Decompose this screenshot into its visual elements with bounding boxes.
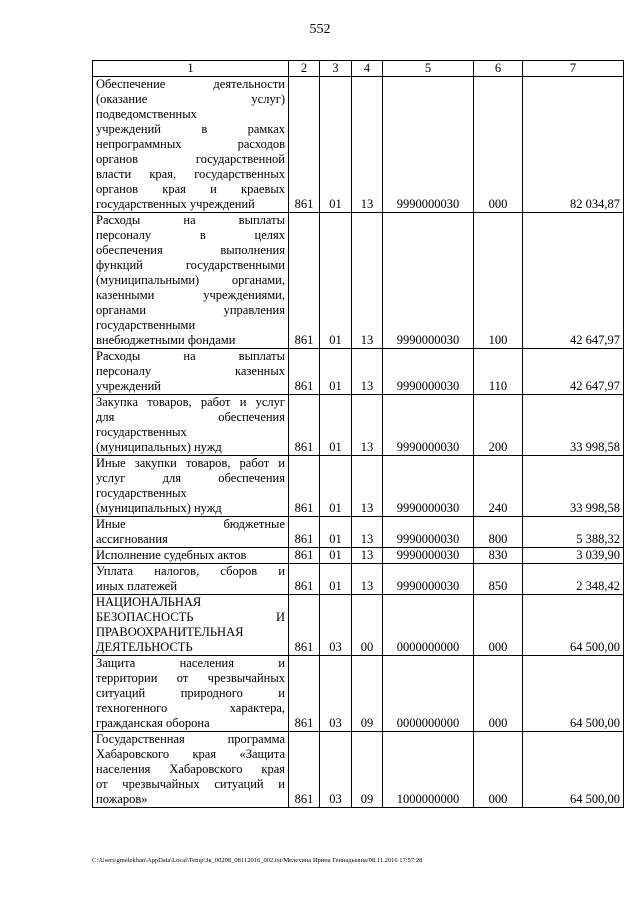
target-article-cell: 1000000000 [383, 732, 474, 808]
admin-code-cell: 861 [289, 517, 320, 548]
expense-name-line: Расходы на выплаты [96, 213, 285, 227]
expense-name-line: ПРАВООХРАНИТЕЛЬНАЯ [96, 625, 244, 639]
expense-name-line: казенными учреждениями, [96, 288, 285, 302]
budget-table [92, 60, 624, 808]
section-code-cell: 01 [320, 395, 352, 456]
expense-name-line: функций государственными [96, 258, 285, 272]
expense-name-line: НАЦИОНАЛЬНАЯ [96, 595, 202, 609]
target-article-cell: 9990000030 [383, 77, 474, 213]
table-header-row [93, 61, 624, 77]
expense-name-line: Уплата налогов, сборов и [96, 564, 285, 578]
section-code-cell: 03 [320, 656, 352, 732]
expense-name-line: БЕЗОПАСНОСТЬ И [96, 610, 285, 624]
expense-name-cell [93, 656, 289, 732]
expense-type-cell: 000 [474, 77, 523, 213]
admin-code-cell: 861 [289, 213, 320, 349]
expense-name-line: государственных [96, 486, 187, 500]
subsection-code-cell: 13 [352, 77, 383, 213]
target-article-cell: 0000000000 [383, 656, 474, 732]
expense-name-line: Иные закупки товаров, работ и [96, 456, 285, 470]
subsection-code-cell: 13 [352, 564, 383, 595]
target-article-cell: 0000000000 [383, 595, 474, 656]
expense-name-line: (оказание услуг) [96, 92, 285, 106]
expense-name-line: государственными [96, 318, 196, 332]
admin-code-cell: 861 [289, 656, 320, 732]
expense-name-cell [93, 349, 289, 395]
expense-name-cell [93, 595, 289, 656]
expense-name-cell [93, 77, 289, 213]
column-header: 4 [352, 61, 383, 77]
expense-name-line: учреждений [96, 379, 161, 393]
column-header: 2 [289, 61, 320, 77]
section-code-cell: 01 [320, 213, 352, 349]
table-row [93, 213, 624, 349]
expense-name-line: органов края и краевых [96, 182, 285, 196]
amount-cell: 2 348,42 [523, 564, 624, 595]
admin-code-cell: 861 [289, 564, 320, 595]
expense-name-line: ситуаций природного и [96, 686, 285, 700]
expense-name-line: услуг для обеспечения [96, 471, 285, 485]
target-article-cell: 9990000030 [383, 213, 474, 349]
table-row [93, 349, 624, 395]
expense-type-cell: 800 [474, 517, 523, 548]
page-number: 552 [309, 22, 331, 37]
table-row [93, 548, 624, 564]
expense-name-line: ДЕЯТЕЛЬНОСТЬ [96, 640, 193, 654]
amount-cell: 42 647,97 [523, 213, 624, 349]
amount-cell: 64 500,00 [523, 732, 624, 808]
expense-name-line: гражданская оборона [96, 716, 210, 730]
admin-code-cell: 861 [289, 595, 320, 656]
subsection-code-cell: 09 [352, 732, 383, 808]
expense-name-line: власти края, государственных [96, 167, 285, 181]
expense-name-line: учреждений в рамках [96, 122, 285, 136]
expense-name-line: государственных [96, 425, 187, 439]
column-header: 5 [383, 61, 474, 77]
target-article-cell: 9990000030 [383, 548, 474, 564]
expense-name-line: (муниципальными) органами, [96, 273, 285, 287]
column-header: 3 [320, 61, 352, 77]
subsection-code-cell: 09 [352, 656, 383, 732]
amount-cell: 64 500,00 [523, 656, 624, 732]
subsection-code-cell: 13 [352, 517, 383, 548]
amount-cell: 42 647,97 [523, 349, 624, 395]
expense-name-line: Хабаровского края «Защита [96, 747, 285, 761]
target-article-cell: 9990000030 [383, 395, 474, 456]
expense-name-cell [93, 564, 289, 595]
amount-cell: 3 039,90 [523, 548, 624, 564]
expense-name-line: для обеспечения [96, 410, 285, 424]
table-row [93, 564, 624, 595]
expense-type-cell: 000 [474, 595, 523, 656]
expense-name-line: органов государственной [96, 152, 285, 166]
expense-name-cell [93, 548, 289, 564]
section-code-cell: 01 [320, 517, 352, 548]
table-row [93, 395, 624, 456]
table-row [93, 656, 624, 732]
expense-name-line: внебюджетными фондами [96, 333, 236, 347]
column-header: 7 [523, 61, 624, 77]
expense-type-cell: 850 [474, 564, 523, 595]
section-code-cell: 03 [320, 595, 352, 656]
expense-type-cell: 110 [474, 349, 523, 395]
expense-name-line: иных платежей [96, 579, 178, 593]
column-header: 6 [474, 61, 523, 77]
expense-name-line: Закупка товаров, работ и услуг [96, 395, 285, 409]
expense-name-line: государственных учреждений [96, 197, 255, 211]
target-article-cell: 9990000030 [383, 564, 474, 595]
expense-name-line: персоналу в целях [96, 228, 285, 242]
expense-type-cell: 240 [474, 456, 523, 517]
table-row [93, 595, 624, 656]
expense-name-cell [93, 395, 289, 456]
subsection-code-cell: 00 [352, 595, 383, 656]
admin-code-cell: 861 [289, 548, 320, 564]
subsection-code-cell: 13 [352, 456, 383, 517]
section-code-cell: 01 [320, 349, 352, 395]
expense-name-line: территории от чрезвычайных [96, 671, 285, 685]
expense-name-line: Исполнение судебных актов [96, 548, 247, 562]
expense-type-cell: 200 [474, 395, 523, 456]
target-article-cell: 9990000030 [383, 456, 474, 517]
expense-type-cell: 100 [474, 213, 523, 349]
table-row [93, 517, 624, 548]
expense-name-line: техногенного характера, [96, 701, 285, 715]
admin-code-cell: 861 [289, 732, 320, 808]
expense-name-line: Государственная программа [96, 732, 285, 746]
subsection-code-cell: 13 [352, 213, 383, 349]
expense-name-line: (муниципальных) нужд [96, 440, 222, 454]
expense-name-line: Обеспечение деятельности [96, 77, 285, 91]
subsection-code-cell: 13 [352, 548, 383, 564]
expense-name-line: от чрезвычайных ситуаций и [96, 777, 285, 791]
section-code-cell: 03 [320, 732, 352, 808]
expense-name-line: органами управления [96, 303, 285, 317]
amount-cell: 5 388,32 [523, 517, 624, 548]
section-code-cell: 01 [320, 548, 352, 564]
admin-code-cell: 861 [289, 456, 320, 517]
expense-name-line: населения Хабаровского края [96, 762, 285, 776]
section-code-cell: 01 [320, 77, 352, 213]
expense-name-cell [93, 456, 289, 517]
amount-cell: 82 034,87 [523, 77, 624, 213]
expense-type-cell: 000 [474, 732, 523, 808]
column-header: 1 [93, 61, 289, 77]
expense-name-line: Защита населения и [96, 656, 285, 670]
expense-name-line: Расходы на выплаты [96, 349, 285, 363]
expense-name-cell [93, 732, 289, 808]
expense-name-line: ассигнования [96, 532, 168, 546]
expense-name-line: (муниципальных) нужд [96, 501, 222, 515]
expense-name-line: Иные бюджетные [96, 517, 285, 531]
amount-cell: 33 998,58 [523, 456, 624, 517]
expense-name-line: непрограммных расходов [96, 137, 285, 151]
admin-code-cell: 861 [289, 349, 320, 395]
expense-name-cell [93, 517, 289, 548]
table-row [93, 456, 624, 517]
amount-cell: 64 500,00 [523, 595, 624, 656]
section-code-cell: 01 [320, 456, 352, 517]
admin-code-cell: 861 [289, 395, 320, 456]
expense-name-line: обеспечения выполнения [96, 243, 285, 257]
expense-type-cell: 830 [474, 548, 523, 564]
expense-name-line: пожаров» [96, 792, 148, 806]
expense-name-line: персоналу казенных [96, 364, 285, 378]
subsection-code-cell: 13 [352, 349, 383, 395]
admin-code-cell: 861 [289, 77, 320, 213]
target-article-cell: 9990000030 [383, 349, 474, 395]
target-article-cell: 9990000030 [383, 517, 474, 548]
table-row [93, 77, 624, 213]
amount-cell: 33 998,58 [523, 395, 624, 456]
table-row [93, 732, 624, 808]
section-code-cell: 01 [320, 564, 352, 595]
expense-name-line: подведомственных [96, 107, 197, 121]
expense-type-cell: 000 [474, 656, 523, 732]
file-path-footer: C:\Users\gmelekhan\AppData\Local\Temp\Зк_00208_08112016_002.txt/Мелехина Ирина Геннадьевна/08.11.2016 17:57:28 [92, 857, 423, 864]
subsection-code-cell: 13 [352, 395, 383, 456]
expense-name-cell [93, 213, 289, 349]
